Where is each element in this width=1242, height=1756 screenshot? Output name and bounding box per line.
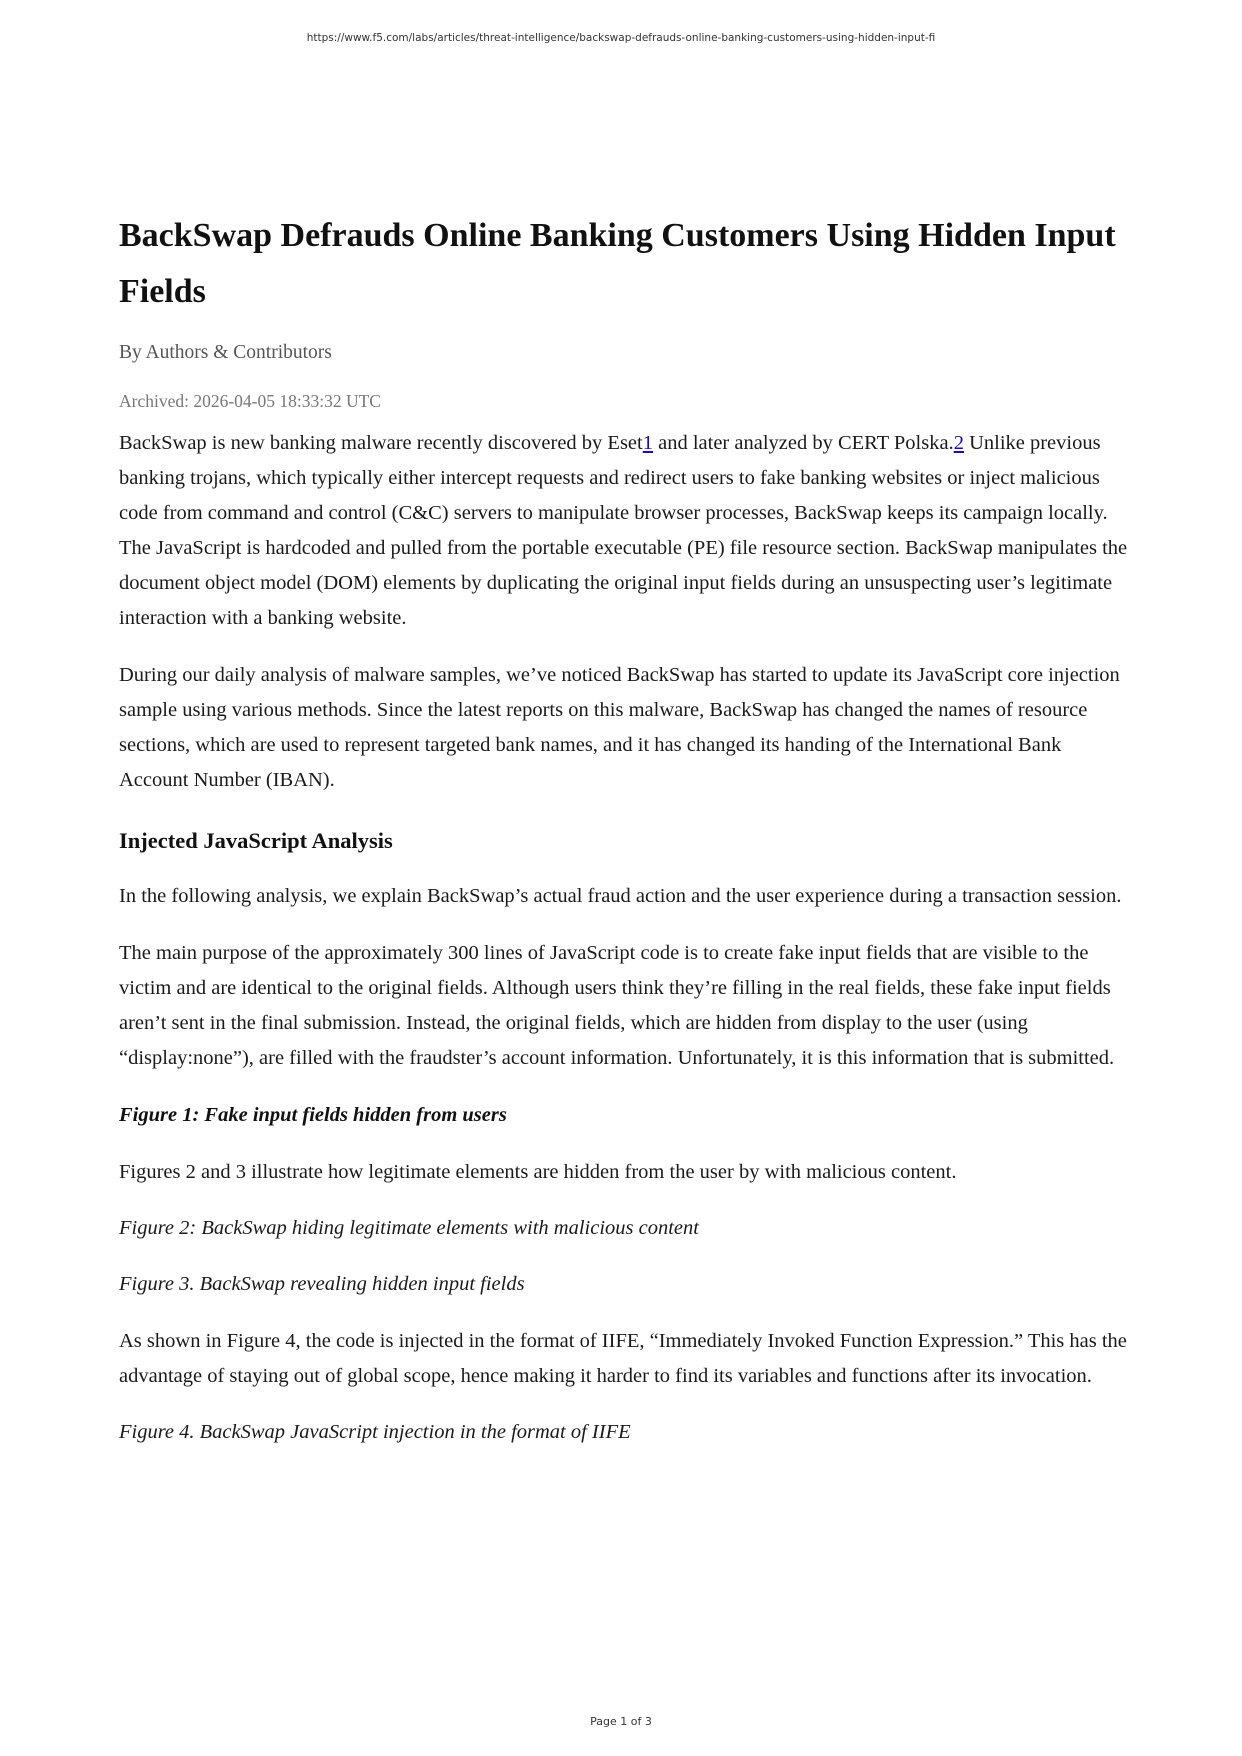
archived-timestamp: Archived: 2026-04-05 18:33:32 UTC xyxy=(119,391,381,411)
article xyxy=(119,208,1129,1450)
footnote-link-2[interactable]: 2 xyxy=(953,432,964,454)
article-byline: By Authors & Contributors xyxy=(119,342,332,363)
section-heading: Injected JavaScript Analysis xyxy=(119,828,393,853)
figure-2-caption: Figure 2: BackSwap hiding legitimate elements with malicious content xyxy=(119,1217,699,1239)
figure-3-caption: Figure 3. BackSwap revealing hidden input fields xyxy=(119,1273,525,1295)
paragraph-intro-text-3: Unlike previous banking trojans, which typically either intercept requests and redirect users to fake banking websites or inject malicious code from command and control (C&C) servers to manipulate browser processes, BackSwap keeps its campaign locally. The JavaScript is hardcoded and pulled from the portable executable (PE) file resource section. BackSwap manipulates the document object model (DOM) elements by duplicating the original input fields during an unsuspecting user’s legitimate interaction with a banking website. xyxy=(119,432,1128,629)
page-url-header: https://www.f5.com/labs/articles/threat-intelligence/backswap-defrauds-online-banking-customers-using-hidden-input-fi xyxy=(306,32,936,44)
article-title: BackSwap Defrauds Online Banking Customers Using Hidden Input Fields xyxy=(119,217,1116,310)
figure-4-caption: Figure 4. BackSwap JavaScript injection in the format of IIFE xyxy=(119,1421,631,1443)
paragraph-intro-text-1: BackSwap is new banking malware recently discovered by Eset xyxy=(119,432,643,454)
paragraph-figures-2-3: Figures 2 and 3 illustrate how legitimate elements are hidden from the user by with malicious content. xyxy=(119,1161,957,1183)
page-number: Page 1 of 3 xyxy=(590,1715,652,1728)
paragraph-following-analysis: In the following analysis, we explain BackSwap’s actual fraud action and the user experience during a transaction session. xyxy=(119,885,1122,907)
figure-1-caption: Figure 1: Fake input fields hidden from users xyxy=(119,1104,507,1126)
paragraph-daily-analysis: During our daily analysis of malware samples, we’ve noticed BackSwap has started to update its JavaScript core injection sample using various methods. Since the latest reports on this malware, BackSwap has changed the names of resource sections, which are used to represent targeted bank names, and it has changed its handing of the International Bank Account Number (IBAN). xyxy=(119,664,1120,791)
paragraph-intro-text-2: and later analyzed by CERT Polska. xyxy=(652,432,954,454)
paragraph-iife: As shown in Figure 4, the code is injected in the format of IIFE, “Immediately Invoked Function Expression.” This has the advantage of staying out of global scope, hence making it harder to find its variables and functions after its invocation. xyxy=(119,1330,1127,1387)
paragraph-intro xyxy=(119,426,1129,636)
paragraph-main-purpose: The main purpose of the approximately 300 lines of JavaScript code is to create fake input fields that are visible to the victim and are identical to the original fields. Although users think they’re filling in the real fields, these fake input fields aren’t sent in the final submission. Instead, the original fields, which are hidden from display to the user (using “display:none”), are filled with the fraudster’s account information. Unfortunately, it is this information that is submitted. xyxy=(119,942,1115,1069)
footnote-link-1[interactable]: 1 xyxy=(642,432,653,454)
